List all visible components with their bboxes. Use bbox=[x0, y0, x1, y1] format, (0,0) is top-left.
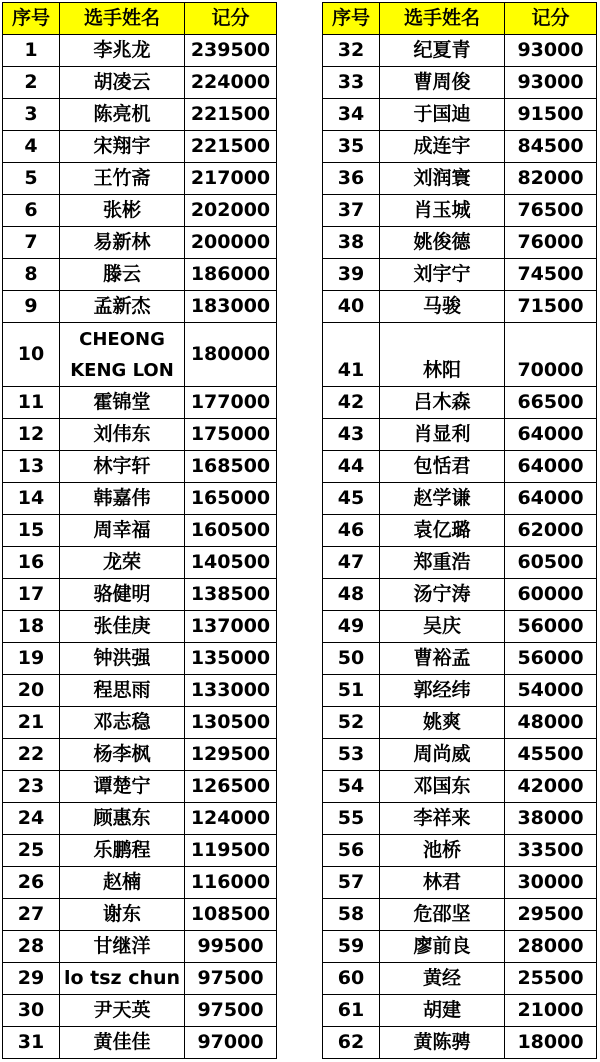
table-row bbox=[323, 35, 597, 67]
score-cell: 140500 bbox=[185, 547, 277, 579]
table-row bbox=[323, 611, 597, 643]
rank-cell: 21 bbox=[3, 707, 60, 739]
table-row bbox=[3, 387, 277, 419]
rank-cell: 51 bbox=[323, 675, 380, 707]
score-cell: 168500 bbox=[185, 451, 277, 483]
player-name-cell: 吴庆 bbox=[380, 611, 505, 643]
table-row bbox=[3, 291, 277, 323]
header-index: 序号 bbox=[3, 3, 60, 35]
player-name-cell: 姚俊德 bbox=[380, 227, 505, 259]
score-cell: 25500 bbox=[505, 963, 597, 995]
player-name-cell: 孟新杰 bbox=[60, 291, 185, 323]
rank-cell: 44 bbox=[323, 451, 380, 483]
table-row bbox=[323, 835, 597, 867]
score-cell: 33500 bbox=[505, 835, 597, 867]
score-cell: 84500 bbox=[505, 131, 597, 163]
score-cell: 165000 bbox=[185, 483, 277, 515]
score-cell: 56000 bbox=[505, 643, 597, 675]
player-name-cell: 吕木森 bbox=[380, 387, 505, 419]
rank-cell: 62 bbox=[323, 1027, 380, 1059]
table-row bbox=[3, 963, 277, 995]
player-name-cell: 郑重浩 bbox=[380, 547, 505, 579]
player-name-cell: CHEONG KENG LON bbox=[60, 323, 185, 387]
score-cell: 64000 bbox=[505, 419, 597, 451]
score-cell: 99500 bbox=[185, 931, 277, 963]
rank-cell: 45 bbox=[323, 483, 380, 515]
table-row bbox=[323, 195, 597, 227]
score-cell: 45500 bbox=[505, 739, 597, 771]
rank-cell: 37 bbox=[323, 195, 380, 227]
score-cell: 60000 bbox=[505, 579, 597, 611]
rank-cell: 7 bbox=[3, 227, 60, 259]
table-row bbox=[323, 867, 597, 899]
rank-cell: 11 bbox=[3, 387, 60, 419]
player-name-cell: 刘伟东 bbox=[60, 419, 185, 451]
player-name-cell: 林宇轩 bbox=[60, 451, 185, 483]
score-cell: 130500 bbox=[185, 707, 277, 739]
player-name-cell: 龙荣 bbox=[60, 547, 185, 579]
standings-body-right bbox=[323, 35, 597, 1059]
rank-cell: 6 bbox=[3, 195, 60, 227]
rank-cell: 53 bbox=[323, 739, 380, 771]
player-name-cell: 胡凌云 bbox=[60, 67, 185, 99]
table-row bbox=[323, 387, 597, 419]
score-cell: 18000 bbox=[505, 1027, 597, 1059]
score-cell: 126500 bbox=[185, 771, 277, 803]
player-name-cell: 危邵坚 bbox=[380, 899, 505, 931]
player-name-cell: 骆健明 bbox=[60, 579, 185, 611]
rank-cell: 24 bbox=[3, 803, 60, 835]
player-name-cell: 刘润寰 bbox=[380, 163, 505, 195]
player-name-cell: 刘宇宁 bbox=[380, 259, 505, 291]
table-row bbox=[323, 99, 597, 131]
table-row bbox=[3, 419, 277, 451]
score-cell: 108500 bbox=[185, 899, 277, 931]
rank-cell: 23 bbox=[3, 771, 60, 803]
table-row bbox=[323, 931, 597, 963]
table-row bbox=[3, 1027, 277, 1059]
rank-cell: 35 bbox=[323, 131, 380, 163]
rank-cell: 59 bbox=[323, 931, 380, 963]
table-row bbox=[323, 227, 597, 259]
player-name-cell: 袁亿璐 bbox=[380, 515, 505, 547]
player-name-cell: 霍锦堂 bbox=[60, 387, 185, 419]
player-name-cell: 林阳 bbox=[380, 323, 505, 387]
score-cell: 202000 bbox=[185, 195, 277, 227]
table-row bbox=[323, 1027, 597, 1059]
score-cell: 186000 bbox=[185, 259, 277, 291]
header-row bbox=[323, 3, 597, 35]
standings-table-left bbox=[2, 2, 277, 1059]
player-name-cell: 姚爽 bbox=[380, 707, 505, 739]
rank-cell: 55 bbox=[323, 803, 380, 835]
player-name-cell: 顾惠东 bbox=[60, 803, 185, 835]
table-row bbox=[323, 707, 597, 739]
player-name-cell: 乐鹏程 bbox=[60, 835, 185, 867]
rank-cell: 26 bbox=[3, 867, 60, 899]
rank-cell: 15 bbox=[3, 515, 60, 547]
player-name-cell: 韩嘉伟 bbox=[60, 483, 185, 515]
table-row bbox=[323, 643, 597, 675]
player-name-cell: 程思雨 bbox=[60, 675, 185, 707]
score-cell: 133000 bbox=[185, 675, 277, 707]
score-cell: 97000 bbox=[185, 1027, 277, 1059]
score-cell: 76000 bbox=[505, 227, 597, 259]
rank-cell: 47 bbox=[323, 547, 380, 579]
score-cell: 76500 bbox=[505, 195, 597, 227]
table-row bbox=[3, 611, 277, 643]
rank-cell: 38 bbox=[323, 227, 380, 259]
table-row bbox=[323, 739, 597, 771]
table-row bbox=[323, 579, 597, 611]
player-name-cell: 张佳庚 bbox=[60, 611, 185, 643]
rank-cell: 32 bbox=[323, 35, 380, 67]
standings-table-right bbox=[322, 2, 597, 1059]
rank-cell: 10 bbox=[3, 323, 60, 387]
rank-cell: 29 bbox=[3, 963, 60, 995]
table-row bbox=[3, 771, 277, 803]
header-score: 记分 bbox=[185, 3, 277, 35]
rank-cell: 36 bbox=[323, 163, 380, 195]
table-row bbox=[323, 803, 597, 835]
table-row bbox=[323, 547, 597, 579]
score-cell: 70000 bbox=[505, 323, 597, 387]
player-name-cell: 赵楠 bbox=[60, 867, 185, 899]
score-cell: 217000 bbox=[185, 163, 277, 195]
score-cell: 64000 bbox=[505, 483, 597, 515]
rank-cell: 9 bbox=[3, 291, 60, 323]
rank-cell: 60 bbox=[323, 963, 380, 995]
rank-cell: 43 bbox=[323, 419, 380, 451]
table-row bbox=[3, 643, 277, 675]
player-name-cell: 周幸福 bbox=[60, 515, 185, 547]
player-name-cell: 郭经纬 bbox=[380, 675, 505, 707]
rank-cell: 25 bbox=[3, 835, 60, 867]
player-name-cell: 邓国东 bbox=[380, 771, 505, 803]
table-row bbox=[323, 163, 597, 195]
player-name-cell: 赵学谦 bbox=[380, 483, 505, 515]
rank-cell: 28 bbox=[3, 931, 60, 963]
player-name-cell: 黄陈骋 bbox=[380, 1027, 505, 1059]
player-name-cell: 周尚威 bbox=[380, 739, 505, 771]
rank-cell: 48 bbox=[323, 579, 380, 611]
rank-cell: 5 bbox=[3, 163, 60, 195]
player-name-cell: 宋翔宇 bbox=[60, 131, 185, 163]
player-name-cell: 甘继洋 bbox=[60, 931, 185, 963]
score-cell: 175000 bbox=[185, 419, 277, 451]
player-name-cell: 钟洪强 bbox=[60, 643, 185, 675]
table-row bbox=[3, 995, 277, 1027]
table-row bbox=[323, 963, 597, 995]
player-name-cell: 滕云 bbox=[60, 259, 185, 291]
table-row bbox=[3, 35, 277, 67]
table-row bbox=[3, 739, 277, 771]
score-cell: 56000 bbox=[505, 611, 597, 643]
header-row bbox=[3, 3, 277, 35]
table-row bbox=[3, 227, 277, 259]
rank-cell: 22 bbox=[3, 739, 60, 771]
player-name-cell: 汤宁涛 bbox=[380, 579, 505, 611]
rank-cell: 56 bbox=[323, 835, 380, 867]
rank-cell: 58 bbox=[323, 899, 380, 931]
table-row bbox=[3, 803, 277, 835]
score-cell: 62000 bbox=[505, 515, 597, 547]
rank-cell: 30 bbox=[3, 995, 60, 1027]
rank-cell: 50 bbox=[323, 643, 380, 675]
rank-cell: 34 bbox=[323, 99, 380, 131]
player-name-cell: 成连宇 bbox=[380, 131, 505, 163]
table-row bbox=[3, 67, 277, 99]
table-row bbox=[323, 483, 597, 515]
score-cell: 66500 bbox=[505, 387, 597, 419]
score-cell: 200000 bbox=[185, 227, 277, 259]
score-cell: 93000 bbox=[505, 35, 597, 67]
player-name-cell: 易新林 bbox=[60, 227, 185, 259]
player-name-cell: 肖显利 bbox=[380, 419, 505, 451]
score-cell: 116000 bbox=[185, 867, 277, 899]
player-name-cell: 谢东 bbox=[60, 899, 185, 931]
player-name-cell: 池桥 bbox=[380, 835, 505, 867]
rank-cell: 52 bbox=[323, 707, 380, 739]
score-cell: 138500 bbox=[185, 579, 277, 611]
score-cell: 28000 bbox=[505, 931, 597, 963]
table-row bbox=[3, 195, 277, 227]
table-row bbox=[3, 259, 277, 291]
table-row bbox=[323, 995, 597, 1027]
player-name-cell: 尹天英 bbox=[60, 995, 185, 1027]
player-name-cell: 黄佳佳 bbox=[60, 1027, 185, 1059]
score-cell: 91500 bbox=[505, 99, 597, 131]
player-name-cell: 谭楚宁 bbox=[60, 771, 185, 803]
player-name-cell: 李兆龙 bbox=[60, 35, 185, 67]
rank-cell: 61 bbox=[323, 995, 380, 1027]
standings-body-left bbox=[3, 35, 277, 1059]
table-row bbox=[3, 899, 277, 931]
rank-cell: 8 bbox=[3, 259, 60, 291]
rank-cell: 27 bbox=[3, 899, 60, 931]
player-name-cell: 邓志稳 bbox=[60, 707, 185, 739]
rank-cell: 1 bbox=[3, 35, 60, 67]
table-row bbox=[323, 67, 597, 99]
table-row bbox=[3, 323, 277, 387]
score-cell: 221500 bbox=[185, 131, 277, 163]
score-cell: 177000 bbox=[185, 387, 277, 419]
score-cell: 54000 bbox=[505, 675, 597, 707]
player-name-cell: 曹裕孟 bbox=[380, 643, 505, 675]
table-row bbox=[3, 131, 277, 163]
rank-cell: 4 bbox=[3, 131, 60, 163]
score-cell: 129500 bbox=[185, 739, 277, 771]
player-name-cell: lo tsz chun bbox=[60, 963, 185, 995]
score-cell: 124000 bbox=[185, 803, 277, 835]
player-name-cell: 包恬君 bbox=[380, 451, 505, 483]
table-row bbox=[3, 451, 277, 483]
rank-cell: 16 bbox=[3, 547, 60, 579]
rank-cell: 17 bbox=[3, 579, 60, 611]
player-name-cell: 肖玉城 bbox=[380, 195, 505, 227]
score-cell: 42000 bbox=[505, 771, 597, 803]
rank-cell: 18 bbox=[3, 611, 60, 643]
rank-cell: 20 bbox=[3, 675, 60, 707]
table-row bbox=[3, 163, 277, 195]
score-cell: 30000 bbox=[505, 867, 597, 899]
rank-cell: 42 bbox=[323, 387, 380, 419]
header-name: 选手姓名 bbox=[60, 3, 185, 35]
table-row bbox=[323, 899, 597, 931]
rank-cell: 40 bbox=[323, 291, 380, 323]
score-cell: 74500 bbox=[505, 259, 597, 291]
table-row bbox=[3, 515, 277, 547]
table-row bbox=[3, 579, 277, 611]
score-cell: 135000 bbox=[185, 643, 277, 675]
score-cell: 82000 bbox=[505, 163, 597, 195]
table-row bbox=[323, 323, 597, 387]
score-cell: 21000 bbox=[505, 995, 597, 1027]
score-cell: 224000 bbox=[185, 67, 277, 99]
table-row bbox=[3, 835, 277, 867]
score-cell: 29500 bbox=[505, 899, 597, 931]
score-cell: 119500 bbox=[185, 835, 277, 867]
score-cell: 239500 bbox=[185, 35, 277, 67]
score-cell: 64000 bbox=[505, 451, 597, 483]
score-cell: 160500 bbox=[185, 515, 277, 547]
rank-cell: 57 bbox=[323, 867, 380, 899]
rank-cell: 41 bbox=[323, 323, 380, 387]
rank-cell: 12 bbox=[3, 419, 60, 451]
rank-cell: 46 bbox=[323, 515, 380, 547]
player-name-cell: 曹周俊 bbox=[380, 67, 505, 99]
player-name-cell: 林君 bbox=[380, 867, 505, 899]
player-name-cell: 陈亮机 bbox=[60, 99, 185, 131]
player-name-cell: 胡建 bbox=[380, 995, 505, 1027]
rank-cell: 14 bbox=[3, 483, 60, 515]
rank-cell: 39 bbox=[323, 259, 380, 291]
header-score: 记分 bbox=[505, 3, 597, 35]
table-row bbox=[3, 707, 277, 739]
score-cell: 48000 bbox=[505, 707, 597, 739]
table-row bbox=[3, 675, 277, 707]
table-row bbox=[323, 675, 597, 707]
score-cell: 97500 bbox=[185, 995, 277, 1027]
table-row bbox=[3, 931, 277, 963]
rank-cell: 3 bbox=[3, 99, 60, 131]
score-cell: 97500 bbox=[185, 963, 277, 995]
rank-cell: 33 bbox=[323, 67, 380, 99]
table-row bbox=[323, 771, 597, 803]
rank-cell: 31 bbox=[3, 1027, 60, 1059]
header-name: 选手姓名 bbox=[380, 3, 505, 35]
score-cell: 60500 bbox=[505, 547, 597, 579]
score-cell: 183000 bbox=[185, 291, 277, 323]
header-index: 序号 bbox=[323, 3, 380, 35]
player-name-cell: 马骏 bbox=[380, 291, 505, 323]
table-row bbox=[3, 99, 277, 131]
player-name-cell: 杨李枫 bbox=[60, 739, 185, 771]
player-name-cell: 纪夏青 bbox=[380, 35, 505, 67]
rank-cell: 2 bbox=[3, 67, 60, 99]
table-row bbox=[323, 259, 597, 291]
score-cell: 93000 bbox=[505, 67, 597, 99]
score-cell: 71500 bbox=[505, 291, 597, 323]
table-row bbox=[323, 131, 597, 163]
player-name-cell: 于国迪 bbox=[380, 99, 505, 131]
score-cell: 221500 bbox=[185, 99, 277, 131]
player-name-cell: 李祥来 bbox=[380, 803, 505, 835]
table-row bbox=[323, 451, 597, 483]
score-cell: 137000 bbox=[185, 611, 277, 643]
table-row bbox=[323, 419, 597, 451]
table-row bbox=[3, 867, 277, 899]
rank-cell: 13 bbox=[3, 451, 60, 483]
table-row bbox=[323, 515, 597, 547]
table-row bbox=[323, 291, 597, 323]
score-cell: 180000 bbox=[185, 323, 277, 387]
rank-cell: 54 bbox=[323, 771, 380, 803]
player-name-cell: 黄经 bbox=[380, 963, 505, 995]
table-row bbox=[3, 483, 277, 515]
rank-cell: 49 bbox=[323, 611, 380, 643]
rank-cell: 19 bbox=[3, 643, 60, 675]
score-cell: 38000 bbox=[505, 803, 597, 835]
player-name-cell: 张彬 bbox=[60, 195, 185, 227]
player-name-cell: 王竹斋 bbox=[60, 163, 185, 195]
table-row bbox=[3, 547, 277, 579]
player-name-cell: 廖前良 bbox=[380, 931, 505, 963]
